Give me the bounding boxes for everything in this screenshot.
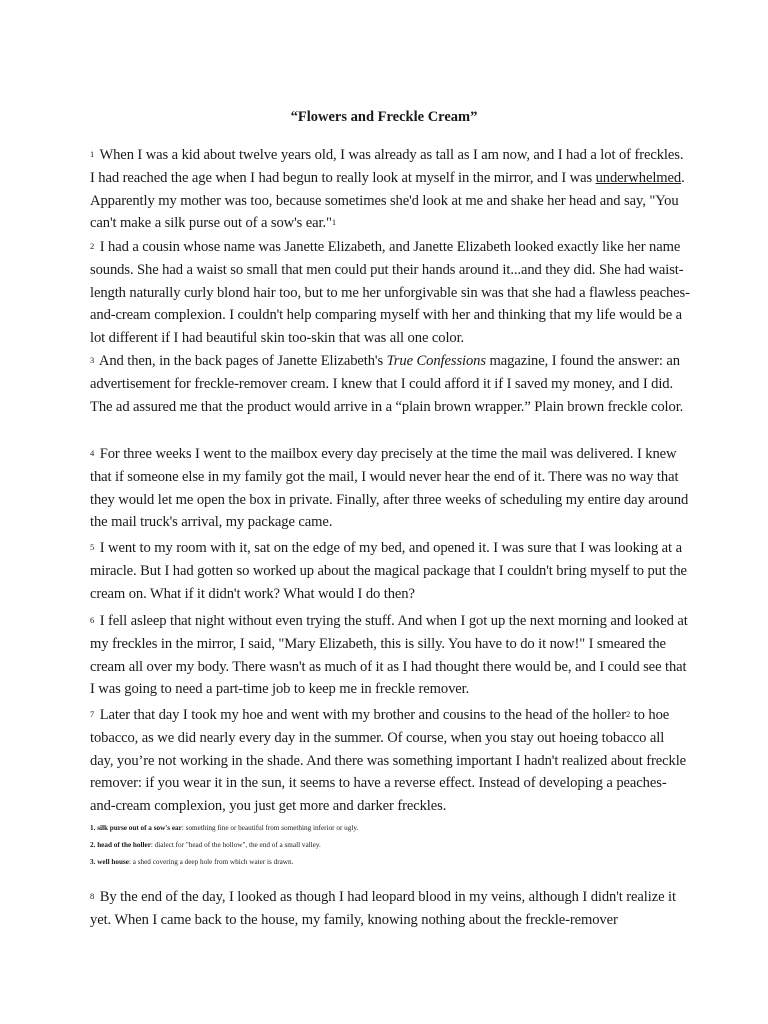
footnote [90, 854, 690, 871]
footnote-term: 2. head of the holler [90, 841, 151, 849]
paragraph-number: 1 [90, 149, 95, 159]
paragraph-number: 4 [90, 448, 95, 458]
paragraph-text: to hoe tobacco, as we did nearly every day in the summer. Of course, when you stay out hoeing tobacco all day, you’re not working in the shade. And there was something important I hadn't realized about freckle remover: if you wear it in the sun, it seems to have a reverse effect. Instead of developing a peaches-and-cream complexion, you just get more and darker freckles. [90, 707, 687, 815]
paragraph-text: I fell asleep that night without even trying the stuff. And when I got up the next morning and looked at my freckles in the mirror, I said, "Mary Elizabeth, this is silly. You have to do it now!" I smeared the cream all over my body. There wasn't as much of it as I had thought there would be, and I could see that I was going to need a part-time job to keep me in freckle remover. [90, 613, 688, 698]
paragraph-number: 5 [90, 542, 95, 552]
footnotes [90, 820, 690, 871]
paragraph-2 [90, 236, 690, 350]
paragraph-7 [90, 704, 690, 818]
paragraph-text: magazine, I found the answer: an advertisement for freckle-remover cream. I knew that I could afford it if I saved my money, and I did. The ad assured me that the product would arrive in a “plain brown wrapper.” Plain brown freckle color. [90, 353, 684, 415]
paragraph-text: Later that day I took my hoe and went with my brother and cousins to the head of the holler [96, 707, 626, 723]
paragraph-text: I had a cousin whose name was Janette Elizabeth, and Janette Elizabeth looked exactly like her name sounds. She had a waist so small that men could put their hands around it...and they did. She had waist-length naturally curly blond hair too, but to me her unforgivable sin was that she had a flawless peaches-and-cream complexion. I couldn't help comparing myself with her and thinking that my life would be a lot different if I had beautiful skin too-skin that was all one color. [90, 239, 690, 347]
paragraph-text: For three weeks I went to the mailbox every day precisely at the time the mail was delivered. I knew that if someone else in my family got the mail, I would never hear the end of it. There was no way that they would let me open the box in private. Finally, after three weeks of scheduling my entire day around the mail truck's arrival, my package came. [90, 446, 689, 531]
footnote-definition: : something fine or beautiful from something inferior or ugly. [181, 824, 359, 832]
footnote-term: 1. silk purse out of a sow's ear [90, 824, 182, 832]
footnote [90, 837, 690, 854]
footnote-definition: : a shed covering a deep hole from which water is drawn. [128, 858, 294, 866]
paragraph-text: And then, in the back pages of Janette Elizabeth's [96, 353, 387, 369]
paragraph-6 [90, 610, 690, 701]
paragraph-text: I went to my room with it, sat on the edge of my bed, and opened it. I was sure that I was looking at a miracle. But I had gotten so worked up about the magical package that I couldn't bring myself to put the cream on. What if it didn't work? What would I do then? [90, 540, 687, 602]
paragraph-text: . Apparently my mother was too, because sometimes she'd look at me and shake her head and say, "You can't make a silk purse out of a sow's ear." [90, 169, 685, 232]
page-title: “Flowers and Freckle Cream” [290, 109, 478, 125]
paragraph-number: 7 [90, 709, 95, 719]
footnote-definition: : dialect for "head of the hollow", the end of a small valley. [150, 841, 321, 849]
footnote-term: 3. well house [90, 858, 129, 866]
paragraph-3 [90, 350, 690, 418]
paragraph-4 [90, 443, 690, 534]
magazine-title: True Confessions [386, 353, 486, 369]
paragraph-number: 6 [90, 615, 95, 625]
footnote-ref: 2 [625, 709, 631, 719]
paragraph-text: By the end of the day, I looked as though I had leopard blood in my veins, although I didn't realize it yet. When I came back to the house, my family, knowing nothing about the freckle-remover [90, 889, 676, 928]
underlined-word: underwhelmed [595, 169, 682, 186]
paragraph-8 [90, 886, 690, 932]
paragraph-number: 8 [90, 891, 95, 901]
footnote-ref: 1 [331, 217, 337, 228]
footnote [90, 820, 690, 837]
paragraph-text: When I was a kid about twelve years old, I was already as tall as I am now, and I had a lot of freckles. I had reached the age when I had begun to really look at myself in the mirror, and I was [90, 147, 684, 186]
paragraph-1 [90, 144, 690, 235]
paragraph-number: 3 [90, 355, 95, 365]
paragraph-number: 2 [90, 241, 95, 251]
paragraph-5 [90, 537, 690, 605]
